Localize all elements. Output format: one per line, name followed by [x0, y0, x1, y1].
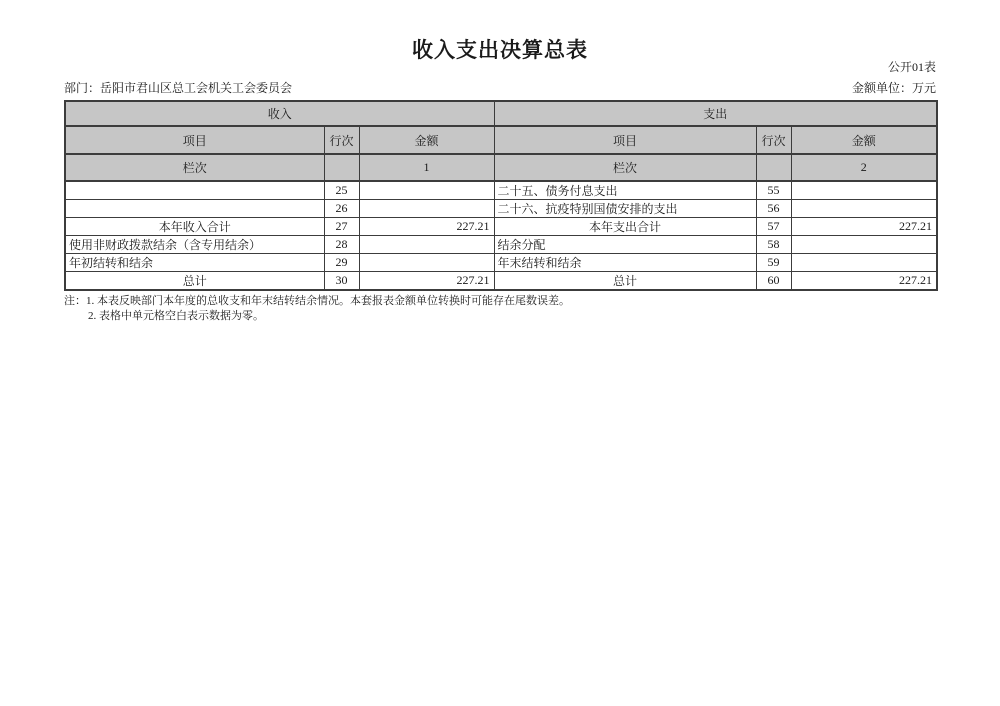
income-index-label: 栏次 — [65, 154, 324, 181]
footnote-line-2: 2. 表格中单元格空白表示数据为零。 — [88, 310, 264, 322]
department-label: 部门：岳阳市君山区总工会机关工会委员会 — [64, 81, 293, 95]
final-accounts-table — [64, 100, 938, 291]
expense-amount-cell — [791, 236, 937, 254]
income-item-cell: 年初结转和结余 — [65, 254, 324, 272]
expense-item-cell: 总计 — [494, 272, 756, 291]
income-line-cell: 27 — [324, 218, 359, 236]
income-item-header: 项目 — [65, 126, 324, 154]
income-item-cell: 本年收入合计 — [65, 218, 324, 236]
income-item-cell: 总计 — [65, 272, 324, 291]
table-row — [65, 272, 937, 291]
expense-item-cell: 二十五、债务付息支出 — [494, 181, 756, 200]
income-section-title: 收入 — [65, 101, 494, 126]
expense-amount-cell — [791, 200, 937, 218]
expense-line-cell: 56 — [756, 200, 791, 218]
expense-index-line — [756, 154, 791, 181]
income-line-cell: 30 — [324, 272, 359, 291]
income-line-cell: 29 — [324, 254, 359, 272]
income-item-cell: 使用非财政拨款结余（含专用结余） — [65, 236, 324, 254]
expense-line-cell: 59 — [756, 254, 791, 272]
income-index-number: 1 — [359, 154, 494, 181]
expense-item-header: 项目 — [494, 126, 756, 154]
income-amount-cell — [359, 181, 494, 200]
page-title: 收入支出决算总表 — [412, 38, 588, 62]
income-item-cell — [65, 200, 324, 218]
table-row — [65, 236, 937, 254]
meta-line — [0, 78, 1000, 100]
income-amount-cell — [359, 236, 494, 254]
income-line-cell: 26 — [324, 200, 359, 218]
footnote-line-1: 注：1. 本表反映部门本年度的总收支和年末结转结余情况。本套报表金额单位转换时可能存在尾数误差。 — [64, 295, 570, 307]
expense-line-cell: 60 — [756, 272, 791, 291]
expense-section-title: 支出 — [494, 101, 937, 126]
expense-amount-header: 金额 — [791, 126, 937, 154]
expense-line-cell: 55 — [756, 181, 791, 200]
expense-item-cell: 本年支出合计 — [494, 218, 756, 236]
expense-item-cell: 二十六、抗疫特别国债安排的支出 — [494, 200, 756, 218]
income-index-line — [324, 154, 359, 181]
table-row — [65, 200, 937, 218]
expense-amount-cell: 227.21 — [791, 272, 937, 291]
footnotes — [64, 294, 936, 324]
section-header-row — [65, 101, 937, 126]
income-item-cell — [65, 181, 324, 200]
expense-amount-cell — [791, 181, 937, 200]
income-amount-cell — [359, 254, 494, 272]
unit-label: 金额单位：万元 — [851, 81, 936, 95]
expense-amount-cell: 227.21 — [791, 218, 937, 236]
expense-item-cell: 结余分配 — [494, 236, 756, 254]
expense-amount-cell — [791, 254, 937, 272]
income-line-header: 行次 — [324, 126, 359, 154]
income-amount-cell: 227.21 — [359, 272, 494, 291]
form-code: 公开01表 — [887, 60, 936, 74]
income-amount-header: 金额 — [359, 126, 494, 154]
expense-line-header: 行次 — [756, 126, 791, 154]
table-row — [65, 254, 937, 272]
expense-index-label: 栏次 — [494, 154, 756, 181]
table-row — [65, 218, 937, 236]
income-line-cell: 25 — [324, 181, 359, 200]
expense-line-cell: 58 — [756, 236, 791, 254]
column-header-row — [65, 126, 937, 154]
column-index-row — [65, 154, 937, 181]
expense-line-cell: 57 — [756, 218, 791, 236]
income-line-cell: 28 — [324, 236, 359, 254]
table-row — [65, 181, 937, 200]
income-amount-cell — [359, 200, 494, 218]
expense-item-cell: 年末结转和结余 — [494, 254, 756, 272]
income-amount-cell: 227.21 — [359, 218, 494, 236]
expense-index-number: 2 — [791, 154, 937, 181]
